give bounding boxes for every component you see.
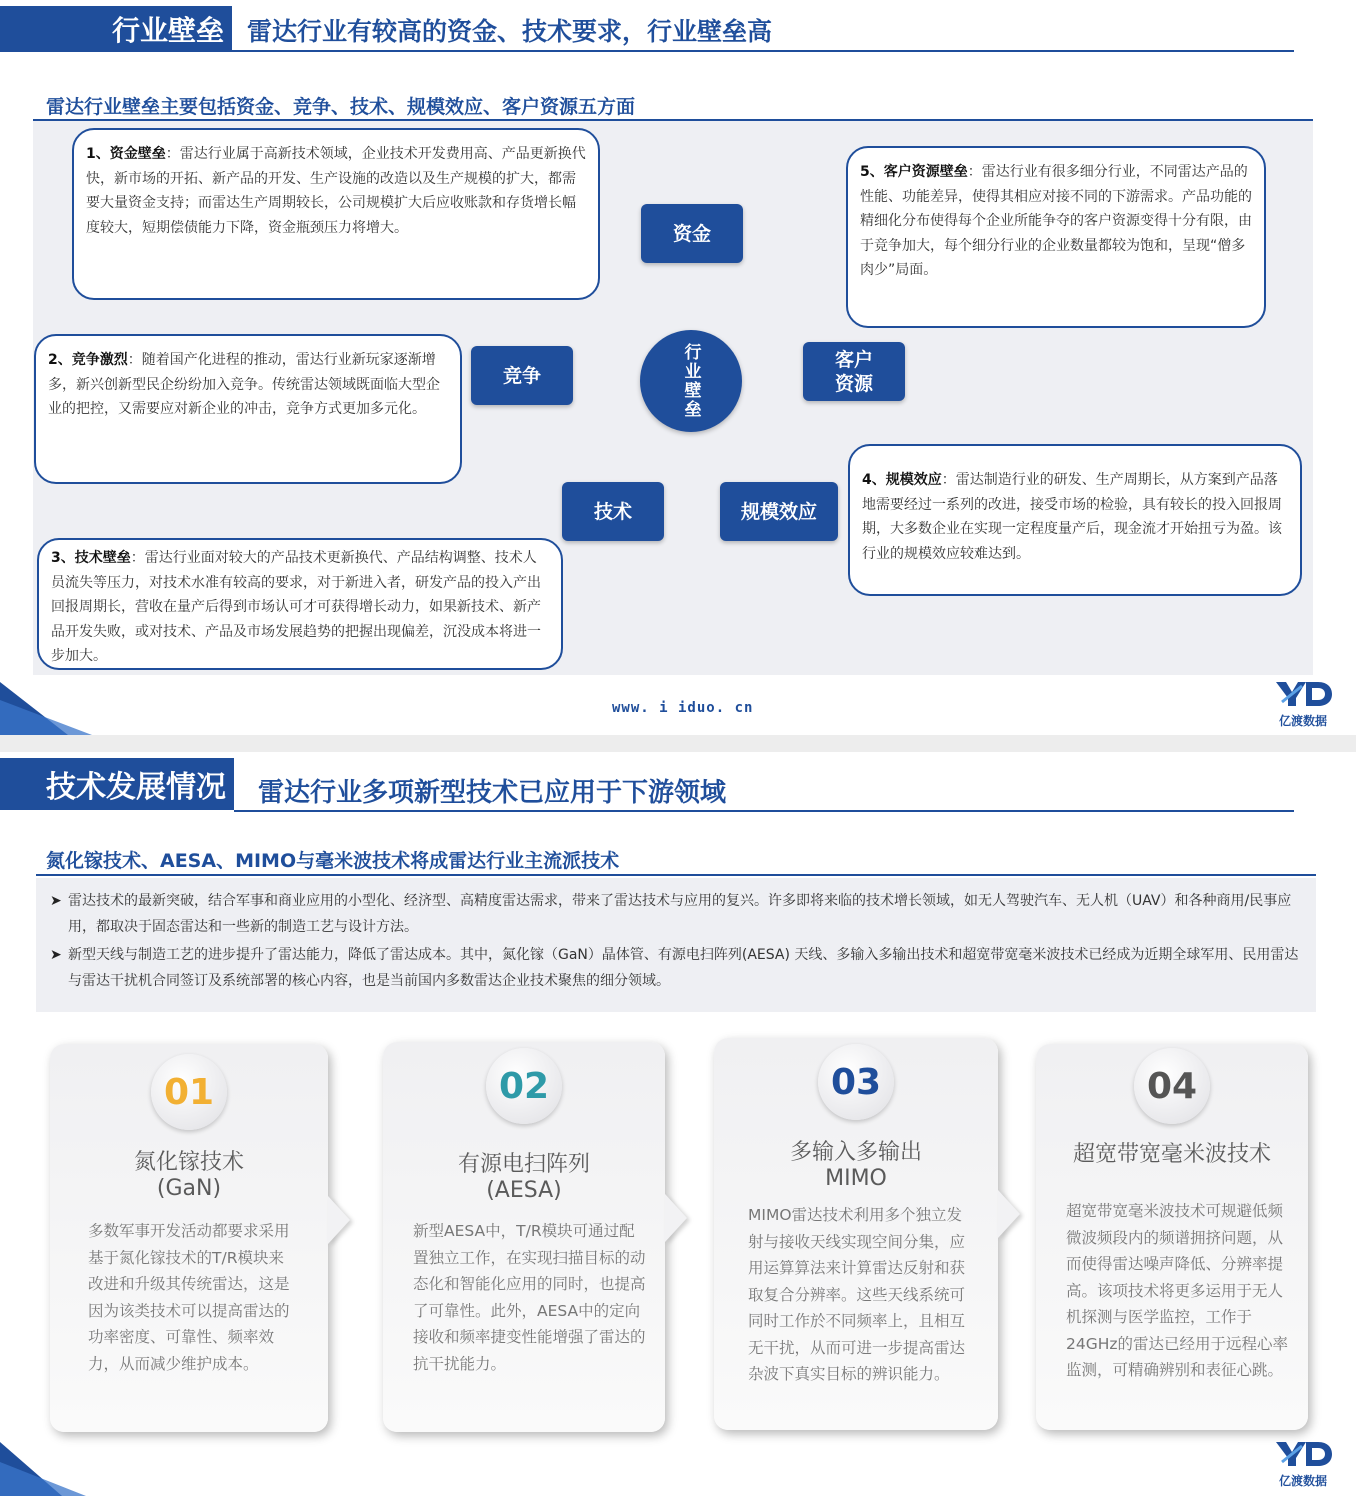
corner-decoration-light [0,1462,86,1496]
card-body: 超宽带宽毫米波技术可规避低频微波频段内的频谱拥挤问题，从而使得雷达噪声降低、分辨率提高。该项技术将更多运用于无人机探测与医学监控，工作于24GHz的雷达已经用于远程心率监测，可精确辨别和表征心跳。 [1066,1202,1289,1379]
card-number: 02 [486,1048,562,1124]
callout-scale-effect [848,444,1302,596]
callout-customer-resource [846,146,1266,328]
logo-mark-icon [1272,676,1334,710]
footer-url: www. i iduo. cn [612,700,754,716]
callout-text: ：随着国产化进程的推动，雷达行业新玩家逐渐增多，新兴创新型民企纷纷加入竞争。传统雷达领域既面临大型企业的把控，又需要应对新企业的冲击，竞争方式更加多元化。 [48,352,440,417]
card-title: 氮化镓技术 [133,1150,244,1175]
section-tag-text: 行业壁垒 [111,14,224,47]
sub-heading: 氮化镓技术、AESA、MIMO与毫米波技术将成雷达行业主流派技术 [46,850,620,872]
callout-heading: 5、客户资源壁垒 [860,164,968,180]
brand-logo [1268,1436,1338,1496]
pill-capital: 资金 [641,204,743,263]
tech-card-mmwave [1036,1044,1308,1430]
slide-separator [0,735,1356,752]
card-arrow-notch [328,1196,350,1244]
callout-text: ：雷达行业属于高新技术领域，企业技术开发费用高、产品更新换代快，新市场的开拓、新产品的开发、生产设施的改造以及生产规模的扩大，都需要大量资金支持；而雷达生产周期较长，公司规模扩大后应收账款和存货增长幅度较大，短期偿债能力下降，资金瓶颈压力将增大。 [86,146,586,236]
callout-heading: 2、竞争激烈 [48,352,128,368]
pill-line: 客户 [834,348,873,371]
logo-text: 亿渡数据 [1278,714,1327,728]
corner-decoration-light [0,700,92,735]
callout-text: ：雷达行业面对较大的产品技术更新换代、产品结构调整、技术人员流失等压力，对技术水准有较高的要求，对于新进入者，研发产品的投入产出回报周期长，营收在量产后得到市场认可才可获得增长动力，如果新技术、新产品开发失败，或对技术、产品及市场发展趋势的把握出现偏差，沉没成本将进一步加大。 [51,550,541,664]
callout-heading: 4、规模效应 [862,472,942,488]
pill-technology: 技术 [562,482,664,541]
card-number: 03 [818,1044,894,1120]
bullet-item [50,888,1302,940]
card-arrow-notch [665,1194,687,1242]
card-body: 多数军事开发活动都要求采用基于氮化镓技术的T/R模块来改进和升级其传统雷达，这是因为该类技术可以提高雷达的功率密度、可靠性、频率效力，从而减少维护成本。 [88,1222,290,1373]
arrow-bullet-icon: ➤ [50,893,62,909]
tech-card-aesa [383,1042,665,1432]
slide-title: 雷达行业有较高的资金、技术要求，行业壁垒高 [247,17,773,46]
tech-card-gan [50,1044,328,1432]
section-tag [0,6,232,52]
header-rule [234,810,1294,812]
bullet-list [36,878,1316,1012]
header-rule [232,50,1294,52]
callout-technology-barrier [37,538,563,670]
hub-text: 行业壁垒 [680,343,701,419]
slide-industry-barriers [0,0,1356,735]
card-body: MIMO雷达技术利用多个独立发射与接收天线实现空间分集，应用运算算法来计算雷达反射和获取复合分辨率。这些天线系统可同时工作於不同频率上，且相互无干扰，从而可进一步提高雷达杂波下真实目标的辨识能力。 [748,1206,966,1383]
card-title: 有源电扫阵列 [457,1152,590,1177]
card-subtitle: MIMO [825,1166,887,1191]
sub-heading-rule [33,119,1313,121]
card-subtitle: (GaN) [156,1176,222,1201]
callout-text: ：雷达制造行业的研发、生产周期长，从方案到产品落地需要经过一系列的改进，接受市场的检验，具有较长的投入回报周期，大多数企业在实现一定程度量产后，现金流才开始扭亏为盈。该行业的规模效应较难达到。 [862,472,1282,562]
callout-text: ：雷达行业有很多细分行业，不同雷达产品的性能、功能差异，使得其相应对接不同的下游需求。产品功能的精细化分布使得每个企业所能争夺的客户资源变得十分有限，由于竞争加大，每个细分行业的企业数量都较为饱和，呈现“僧多肉少”局面。 [860,164,1252,278]
card-title: 超宽带宽毫米波技术 [1072,1142,1271,1167]
card-arrow-notch [998,1190,1020,1238]
sub-heading: 雷达行业壁垒主要包括资金、竞争、技术、规模效应、客户资源五方面 [46,96,636,118]
card-subtitle: (AESA) [486,1178,562,1203]
tech-card-mimo [714,1038,998,1430]
pill-line: 资源 [834,372,873,395]
pill-customer-resource [803,342,905,401]
sub-heading-rule [36,874,1316,876]
bullet-text: 雷达技术的最新突破，结合军事和商业应用的小型化、经济型、高精度雷达需求，带来了雷达技术与应用的复兴。许多即将来临的技术增长领域，如无人驾驶汽车、无人机（UAV）和各种商用/民事应用，都取决于固态雷达和一些新的制造工艺与设计方法。 [68,893,1292,935]
callout-heading: 3、技术壁垒 [51,550,131,566]
hub-industry-barrier [640,330,742,432]
bullet-item [50,942,1302,994]
pill-competition: 竞争 [471,346,573,405]
card-number: 04 [1134,1048,1210,1124]
callout-heading: 1、资金壁垒 [86,146,166,162]
callout-competition [34,334,462,484]
bullet-text: 新型天线与制造工艺的进步提升了雷达能力，降低了雷达成本。其中，氮化镓（GaN）晶体管、有源电扫阵列(AESA) 天线、多输入多输出技术和超宽带宽毫米波技术已经成为近期全球军用、民用雷达与雷达干扰机合同签订及系统部署的核心内容，也是当前国内多数雷达企业技术聚焦的细分领域。 [68,947,1299,989]
callout-capital-barrier [72,128,600,300]
brand-logo [1268,676,1338,735]
slide-title: 雷达行业多项新型技术已应用于下游领域 [258,778,727,808]
card-body: 新型AESA中，T/R模块可通过配置独立工作，在实现扫描目标的动态化和智能化应用的同时，也提高了可靠性。此外，AESA中的定向接收和频率捷变性能增强了雷达的抗干扰能力。 [413,1222,646,1373]
section-tag-text: 技术发展情况 [46,770,226,805]
card-title: 多输入多输出 [789,1140,922,1165]
slide-technology-development [0,752,1356,1496]
arrow-bullet-icon: ➤ [50,947,62,963]
section-tag [0,758,234,810]
card-number: 01 [151,1054,227,1130]
logo-mark-icon [1272,1436,1334,1470]
pill-scale-effect: 规模效应 [720,482,838,541]
logo-text: 亿渡数据 [1278,1474,1327,1488]
